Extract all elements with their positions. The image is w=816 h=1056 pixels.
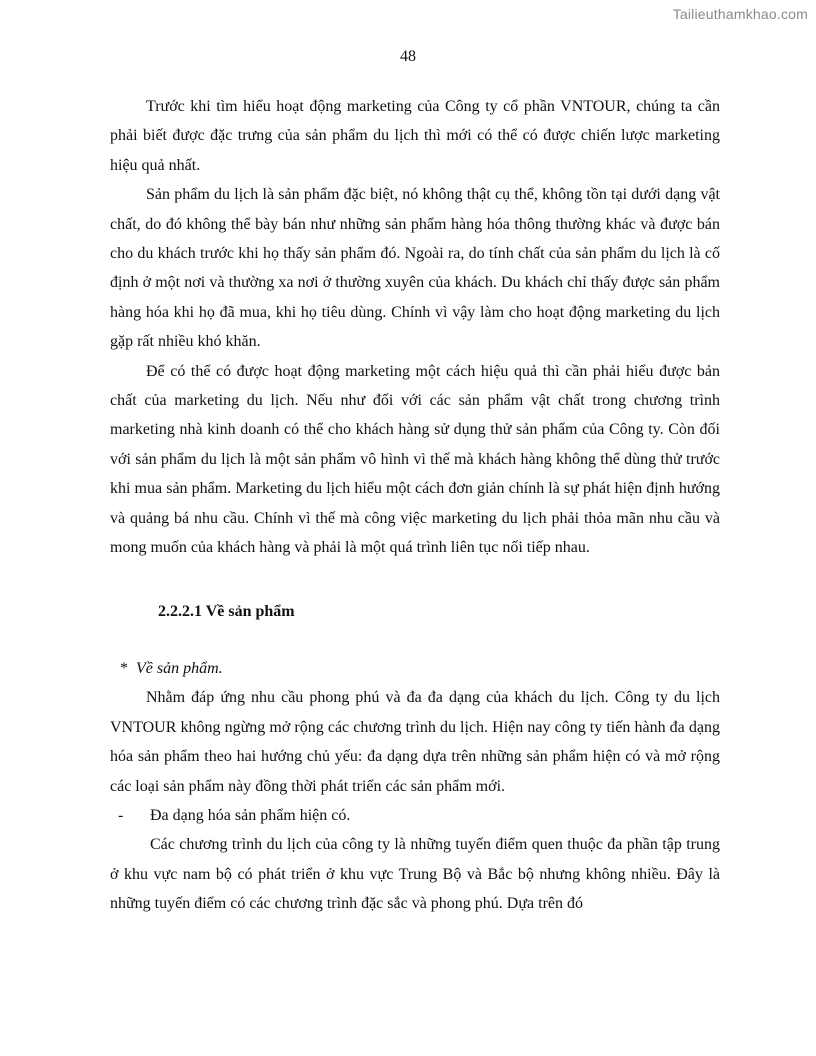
paragraph-intro: Trước khi tìm hiểu hoạt động marketing của Công ty cổ phần VNTOUR, chúng ta cần phải biết được đặc trưng của sản phẩm du lịch thì mới có thể có được chiến lược marketing hiệu quả nhất. bbox=[110, 98, 720, 174]
bullet-text: Đa dạng hóa sản phẩm hiện có. bbox=[150, 806, 351, 824]
watermark-text: Tailieuthamkhao.com bbox=[672, 6, 808, 22]
sub-heading bbox=[110, 654, 720, 683]
document-body bbox=[110, 92, 720, 919]
paragraph-product-nature: Sản phẩm du lịch là sản phẩm đặc biệt, nó không thật cụ thể, không tồn tại dưới dạng vật chất, do đó không thể bày bán như những sản phẩm hàng hóa thông thường khác và được bán cho du khách trước khi họ thấy sản phẩm đó. Ngoài ra, do tính chất của sản phẩm du lịch là cố định ở một nơi và thường xa nơi ở thường xuyên của khách. Du khách chỉ thấy được sản phẩm hàng hóa khi họ đã mua, khi họ tiêu dùng. Chính vì vậy làm cho hoạt động marketing du lịch gặp rất nhiều khó khăn. bbox=[110, 186, 720, 351]
section-heading: 2.2.2.1 Về sản phẩm bbox=[158, 602, 295, 620]
paragraph-routes: Các chương trình du lịch của công ty là những tuyến điểm quen thuộc đa phần tập trung ở khu vực nam bộ có phát triển ở khu vực Trung Bộ và Bắc bộ nhưng không nhiều. Đây là những tuyến điểm có các chương trình đặc sắc và phong phú. Dựa trên đó bbox=[110, 836, 720, 913]
bullet-item bbox=[110, 801, 720, 830]
page-number: 48 bbox=[400, 48, 416, 65]
asterisk-marker: * bbox=[120, 659, 128, 677]
sub-heading-text: Về sản phẩm. bbox=[136, 659, 223, 677]
paragraph-marketing-essence: Để có thể có được hoạt động marketing một cách hiệu quả thì cần phải hiểu được bản chất của marketing du lịch. Nếu như đối với các sản phẩm vật chất trong chương trình marketing nhà kinh doanh có thể cho khách hàng sử dụng thử sản phẩm của Công ty. Còn đối với sản phẩm du lịch là một sản phẩm vô hình vì thế mà khách hàng không thể dùng thử trước khi mua sản phẩm. Marketing du lịch hiểu một cách đơn giản chính là sự phát hiện định hướng và quảng bá nhu cầu. Chính vì thế mà công việc marketing du lịch phải thỏa mãn nhu cầu và mong muốn của khách hàng và phải là một quá trình liên tục nối tiếp nhau. bbox=[110, 362, 720, 557]
paragraph-products: Nhằm đáp ứng nhu cầu phong phú và đa đa dạng của khách du lịch. Công ty du lịch VNTOUR không ngừng mở rộng các chương trình du lịch. Hiện nay công ty tiến hành đa dạng hóa sản phẩm theo hai hướng chủ yếu: đa dạng dựa trên những sản phẩm hiện có và mở rộng các loại sản phẩm này đồng thời phát triển các sản phẩm mới. bbox=[110, 689, 720, 795]
bullet-dash: - bbox=[118, 806, 124, 824]
